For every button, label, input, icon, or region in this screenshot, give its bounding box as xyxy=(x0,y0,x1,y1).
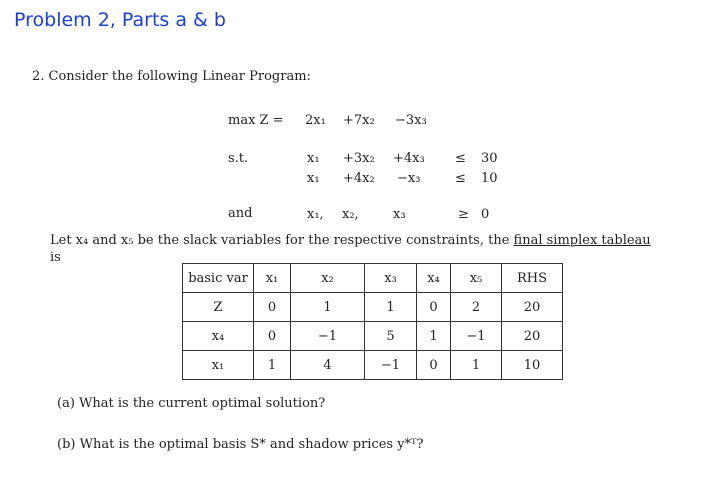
constraint-1-term-2: +3x₂ xyxy=(343,151,375,166)
cell-basic: x₄ xyxy=(183,322,254,351)
final-tableau-underlined: final simplex tableau xyxy=(513,233,651,248)
cell-x2: 1 xyxy=(291,293,365,322)
cell-x5: 2 xyxy=(451,293,502,322)
nonneg-relation: ≥ xyxy=(458,207,469,222)
objective-term-2: +7x₂ xyxy=(343,113,375,128)
table-row xyxy=(183,293,563,322)
nonneg-label: and xyxy=(228,206,253,221)
constraint-1-relation: ≤ xyxy=(455,151,466,166)
header-x2: x₂ xyxy=(291,264,365,293)
objective-term-1: 2x₁ xyxy=(305,113,326,128)
slack-sentence xyxy=(50,233,651,248)
constraint-1-rhs: 30 xyxy=(481,151,498,166)
header-x1: x₁ xyxy=(254,264,291,293)
simplex-tableau xyxy=(182,263,563,380)
constraint-2-relation: ≤ xyxy=(455,171,466,186)
cell-basic: Z xyxy=(183,293,254,322)
header-x3: x₃ xyxy=(365,264,417,293)
table-header-row xyxy=(183,264,563,293)
objective-label: max Z = xyxy=(228,113,284,128)
constraint-1-term-1: x₁ xyxy=(307,151,320,166)
cell-x4: 1 xyxy=(417,322,451,351)
constraint-2-term-1: x₁ xyxy=(307,171,320,186)
cell-x4: 0 xyxy=(417,293,451,322)
header-rhs: RHS xyxy=(502,264,563,293)
question-a: (a) What is the current optimal solution? xyxy=(57,396,326,411)
nonneg-rhs: 0 xyxy=(481,207,490,222)
question-b: (b) What is the optimal basis S* and shadow prices y*ᵀ? xyxy=(57,437,424,452)
constraint-2-rhs: 10 xyxy=(481,171,498,186)
cell-x1: 0 xyxy=(254,293,291,322)
cell-x4: 0 xyxy=(417,351,451,380)
cell-basic: x₁ xyxy=(183,351,254,380)
objective-term-3: −3x₃ xyxy=(395,113,427,128)
cell-x5: −1 xyxy=(451,322,502,351)
nonneg-term-1: x₁, xyxy=(307,207,324,222)
cell-x2: 4 xyxy=(291,351,365,380)
cell-x3: 5 xyxy=(365,322,417,351)
cell-rhs: 20 xyxy=(502,293,563,322)
header-basic-var: basic var xyxy=(183,264,254,293)
page-header: Problem 2, Parts a & b xyxy=(14,9,226,31)
cell-x2: −1 xyxy=(291,322,365,351)
nonneg-term-3: x₃ xyxy=(393,207,406,222)
header-x5: x₅ xyxy=(451,264,502,293)
constraint-2-term-2: +4x₂ xyxy=(343,171,375,186)
table-row xyxy=(183,322,563,351)
constraint-1-term-3: +4x₃ xyxy=(393,151,425,166)
nonneg-term-2: x₂, xyxy=(342,207,359,222)
cell-x1: 0 xyxy=(254,322,291,351)
cell-x3: 1 xyxy=(365,293,417,322)
slack-sentence-line2: is xyxy=(50,250,61,265)
problem-intro: 2. Consider the following Linear Program: xyxy=(32,69,311,84)
header-x4: x₄ xyxy=(417,264,451,293)
cell-rhs: 10 xyxy=(502,351,563,380)
table-row xyxy=(183,351,563,380)
constraint-2-term-3: −x₃ xyxy=(397,171,421,186)
cell-rhs: 20 xyxy=(502,322,563,351)
cell-x5: 1 xyxy=(451,351,502,380)
slack-sentence-text: Let x₄ and x₅ be the slack variables for the respective constraints, the xyxy=(50,233,514,248)
cell-x1: 1 xyxy=(254,351,291,380)
constraints-label: s.t. xyxy=(228,151,249,166)
cell-x3: −1 xyxy=(365,351,417,380)
